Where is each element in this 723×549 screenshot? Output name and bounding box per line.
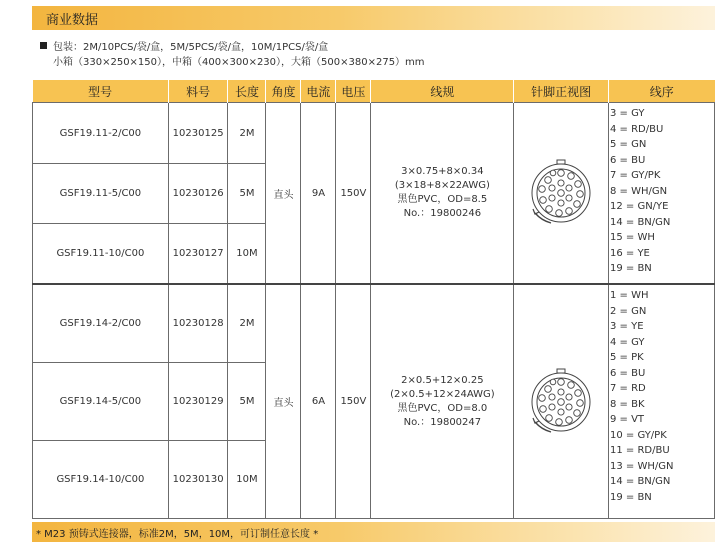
m23-pin-face-icon xyxy=(521,362,601,442)
wiring-line: 2 = GN xyxy=(609,305,647,317)
m23-pin-face-icon xyxy=(521,153,601,233)
wiring-line: 4 = RD/BU xyxy=(609,123,664,135)
current-cell: 9A xyxy=(301,103,336,285)
table-row xyxy=(33,284,715,363)
part-cell: 10230130 xyxy=(168,441,228,519)
length-cell: 5M xyxy=(228,363,266,441)
col-header-pin-view: 针脚正视图 xyxy=(514,80,609,103)
part-cell: 10230129 xyxy=(168,363,228,441)
wire-spec-line: 黑色PVC，OD=8.5 xyxy=(397,194,488,205)
wiring-line: 19 = BN xyxy=(609,263,652,274)
col-header-model: 型号 xyxy=(33,80,169,103)
angle-cell: 直头 xyxy=(266,103,301,285)
square-bullet-icon xyxy=(40,42,47,49)
model-cell: GSF19.14-2/C00 xyxy=(33,284,169,363)
wiring-line: 13 = WH/GN xyxy=(609,460,674,472)
table-row xyxy=(33,103,715,164)
wire-spec-line: 3×0.75+8×0.34 xyxy=(401,166,484,177)
current-cell: 6A xyxy=(301,284,336,519)
voltage-cell: 150V xyxy=(336,284,371,519)
wiring-line: 16 = YE xyxy=(609,247,650,259)
wiring-line: 6 = BU xyxy=(609,367,646,379)
wiring-line: 9 = VT xyxy=(609,414,645,425)
wiring-line: 12 = GN/YE xyxy=(609,201,669,212)
col-header-current: 电流 xyxy=(301,80,336,103)
table-header-row xyxy=(33,80,715,103)
model-cell: GSF19.14-5/C00 xyxy=(33,363,169,441)
col-header-wiring: 线序 xyxy=(608,80,714,103)
length-cell: 10M xyxy=(228,441,266,519)
col-header-part: 料号 xyxy=(168,80,228,103)
wiring-cell xyxy=(608,103,714,285)
wire-spec-cell xyxy=(371,103,514,285)
part-cell: 10230125 xyxy=(168,103,228,164)
wiring-line: 14 = BN/GN xyxy=(609,216,671,228)
wire-spec-line: (3×18+8×22AWG) xyxy=(394,180,490,191)
section-header-bar xyxy=(32,6,715,30)
wiring-line: 15 = WH xyxy=(609,232,655,243)
col-header-voltage: 电压 xyxy=(336,80,371,103)
footer-note-bar xyxy=(32,522,715,542)
wire-spec-line: No.：19800247 xyxy=(403,416,482,428)
wire-spec-cell xyxy=(371,284,514,519)
model-cell: GSF19.11-5/C00 xyxy=(33,164,169,224)
model-cell: GSF19.11-10/C00 xyxy=(33,224,169,285)
col-header-wire-spec: 线规 xyxy=(371,80,514,103)
wiring-line: 6 = BU xyxy=(609,154,646,166)
product-table xyxy=(32,80,715,519)
wiring-line: 14 = BN/GN xyxy=(609,476,671,487)
pin-view-cell xyxy=(514,103,609,285)
wiring-line: 10 = GY/PK xyxy=(609,429,667,441)
wiring-line: 5 = PK xyxy=(609,352,644,363)
length-cell: 10M xyxy=(228,224,266,285)
wire-spec-line: No.：19800246 xyxy=(403,208,482,219)
part-cell: 10230128 xyxy=(168,284,228,363)
wire-spec-line: 黑色PVC，OD=8.0 xyxy=(397,402,488,414)
wiring-line: 1 = WH xyxy=(609,290,649,301)
section-title: 商业数据 xyxy=(46,13,99,28)
wiring-line: 19 = BN xyxy=(609,491,652,503)
wiring-line: 3 = YE xyxy=(609,321,644,332)
packaging-info xyxy=(40,40,425,70)
length-cell: 2M xyxy=(228,284,266,363)
col-header-angle: 角度 xyxy=(266,80,301,103)
wiring-line: 8 = WH/GN xyxy=(609,185,668,197)
voltage-cell: 150V xyxy=(336,103,371,285)
wire-spec-line: 2×0.5+12×0.25 xyxy=(401,374,484,386)
col-header-length: 长度 xyxy=(228,80,266,103)
footer-note: * M23 预铸式连接器，标准2M，5M，10M，可订制任意长度 * xyxy=(36,529,319,540)
wiring-line: 11 = RD/BU xyxy=(609,445,670,456)
pin-view-cell xyxy=(514,284,609,519)
model-cell: GSF19.11-2/C00 xyxy=(33,103,169,164)
packaging-line-1: 包装：2M/10PCS/袋/盒，5M/5PCS/袋/盒，10M/1PCS/袋/盒 xyxy=(40,40,425,55)
wiring-cell xyxy=(608,284,714,519)
length-cell: 5M xyxy=(228,164,266,224)
wiring-line: 5 = GN xyxy=(609,139,647,150)
length-cell: 2M xyxy=(228,103,266,164)
wiring-line: 3 = GY xyxy=(609,108,645,119)
wiring-line: 7 = GY/PK xyxy=(609,170,661,181)
angle-cell: 直头 xyxy=(266,284,301,519)
part-cell: 10230127 xyxy=(168,224,228,285)
wire-spec-line: (2×0.5+12×24AWG) xyxy=(390,388,495,400)
part-cell: 10230126 xyxy=(168,164,228,224)
wiring-line: 7 = RD xyxy=(609,383,646,394)
packaging-line-2: 小箱（330×250×150），中箱（400×300×230），大箱（500×380×275）mm xyxy=(53,57,425,68)
model-cell: GSF19.14-10/C00 xyxy=(33,441,169,519)
wiring-line: 4 = GY xyxy=(609,336,645,348)
wiring-line: 8 = BK xyxy=(609,398,645,410)
